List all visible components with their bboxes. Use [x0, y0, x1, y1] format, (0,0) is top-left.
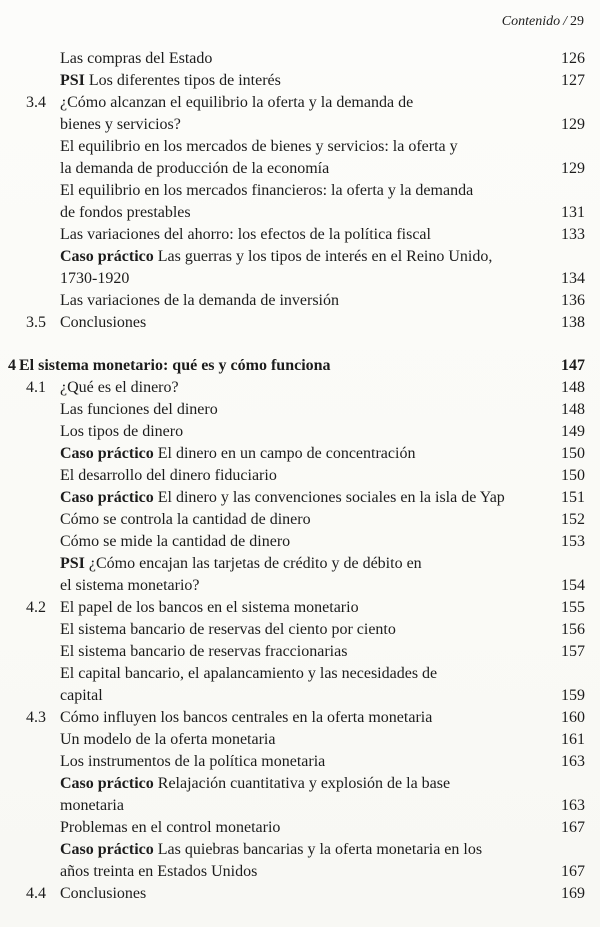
- running-head-title: Contenido: [501, 14, 561, 29]
- toc-item-text: 1730-1920: [60, 270, 130, 287]
- toc-row: [8, 421, 585, 443]
- toc-item-text: Las variaciones de la demanda de inversión: [60, 292, 339, 309]
- toc-row: [8, 685, 585, 707]
- toc-item-text: PSI Los diferentes tipos de interés: [60, 72, 281, 89]
- toc-page-number: 148: [561, 401, 585, 418]
- toc-row: [8, 883, 585, 905]
- toc-item-text: El sistema monetario: qué es y cómo funciona: [19, 357, 331, 374]
- toc-page-number: 129: [561, 160, 585, 177]
- toc-item-text: años treinta en Estados Unidos: [60, 863, 258, 880]
- toc-page-number: 127: [561, 72, 585, 89]
- toc-page-number: 126: [561, 50, 585, 67]
- toc-item-bold-prefix: Caso práctico: [60, 775, 154, 792]
- toc-page-number: 157: [561, 643, 585, 660]
- toc-page-number: 133: [561, 226, 585, 243]
- toc-item-text: bienes y servicios?: [60, 116, 181, 133]
- toc-row: [8, 92, 585, 114]
- toc-item-text: ¿Cómo alcanzan el equilibrio la oferta y la demanda de: [60, 94, 414, 111]
- toc-row: [8, 707, 585, 729]
- toc-page-number: 155: [561, 599, 585, 616]
- toc-item-text: Caso práctico El dinero en un campo de concentración: [60, 445, 416, 462]
- toc-row: [8, 663, 585, 685]
- toc-row: [8, 246, 585, 268]
- toc-row: [8, 509, 585, 531]
- toc-row: [8, 70, 585, 92]
- toc-page-number: 148: [561, 379, 585, 396]
- toc-row: [8, 641, 585, 663]
- toc-page-number: 169: [561, 885, 585, 902]
- toc-item-bold-prefix: PSI: [60, 72, 85, 89]
- toc-item-text: Caso práctico El dinero y las convenciones sociales en la isla de Yap: [60, 489, 505, 506]
- toc-page-number: 129: [561, 116, 585, 133]
- toc-item-text: Cómo se mide la cantidad de dinero: [60, 533, 291, 550]
- toc-item-text: El sistema bancario de reservas del ciento por ciento: [60, 621, 396, 638]
- toc-item-bold-prefix: Caso práctico: [60, 248, 154, 265]
- section-number: 4.2: [26, 599, 46, 616]
- toc-item-text: Los tipos de dinero: [60, 423, 184, 440]
- toc-page-number: 147: [561, 357, 585, 374]
- toc-row: [8, 575, 585, 597]
- toc-row: [8, 355, 585, 377]
- toc-item-text: el sistema monetario?: [60, 577, 200, 594]
- section-number: 4.3: [26, 709, 46, 726]
- toc-row: [8, 114, 585, 136]
- toc-item-text: Caso práctico Las guerras y los tipos de interés en el Reino Unido,: [60, 248, 493, 265]
- toc-row: [8, 399, 585, 421]
- toc-item-text: Las variaciones del ahorro: los efectos de la política fiscal: [60, 226, 431, 243]
- toc-item-text: Conclusiones: [60, 314, 147, 331]
- toc-item-text: El papel de los bancos en el sistema monetario: [60, 599, 359, 616]
- section-number: 3.5: [26, 314, 46, 331]
- toc-page-number: 138: [561, 314, 585, 331]
- toc-page-number: 156: [561, 621, 585, 638]
- toc-item-text: El sistema bancario de reservas fraccionarias: [60, 643, 348, 660]
- toc-row: [8, 597, 585, 619]
- toc-row: [8, 839, 585, 861]
- toc-item-text: ¿Qué es el dinero?: [60, 379, 179, 396]
- toc-page-number: 151: [561, 489, 585, 506]
- toc-row: [8, 861, 585, 883]
- toc-row: [8, 202, 585, 224]
- toc-item-text: Los instrumentos de la política monetaria: [60, 753, 326, 770]
- toc-item-text: Problemas en el control monetario: [60, 819, 281, 836]
- toc-row: [8, 795, 585, 817]
- toc-item-text: Las funciones del dinero: [60, 401, 218, 418]
- toc-page-number: 152: [561, 511, 585, 528]
- toc-page-number: 161: [561, 731, 585, 748]
- section-number: 3.4: [26, 94, 46, 111]
- toc-row: [8, 487, 585, 509]
- toc-item-bold-prefix: Caso práctico: [60, 841, 154, 858]
- toc-page-number: 163: [561, 797, 585, 814]
- toc-row: [8, 224, 585, 246]
- toc-item-bold-prefix: PSI: [60, 555, 85, 572]
- toc-page-number: 160: [561, 709, 585, 726]
- toc-item-text: la demanda de producción de la economía: [60, 160, 330, 177]
- toc-row: [8, 465, 585, 487]
- toc-item-text: El equilibrio en los mercados de bienes y servicios: la oferta y: [60, 138, 458, 155]
- toc-item-text: Cómo influyen los bancos centrales en la oferta monetaria: [60, 709, 433, 726]
- toc-page-number: 134: [561, 270, 585, 287]
- running-head-separator: /: [563, 14, 567, 29]
- toc-item-text: monetaria: [60, 797, 124, 814]
- toc-row: [8, 773, 585, 795]
- toc-item-text: El desarrollo del dinero fiduciario: [60, 467, 277, 484]
- toc-row: [8, 729, 585, 751]
- toc-row: [8, 619, 585, 641]
- toc-list: [8, 48, 585, 905]
- toc-row: [8, 751, 585, 773]
- toc-row: [8, 312, 585, 334]
- toc-row: [8, 48, 585, 70]
- toc-item-text: El equilibrio en los mercados financieros: la oferta y la demanda: [60, 182, 474, 199]
- toc-page-number: 154: [561, 577, 585, 594]
- toc-page-number: 159: [561, 687, 585, 704]
- toc-page-number: 167: [561, 819, 585, 836]
- toc-row: [8, 158, 585, 180]
- toc-row: [8, 180, 585, 202]
- toc-item-text: PSI ¿Cómo encajan las tarjetas de crédito y de débito en: [60, 555, 422, 572]
- toc-page-number: 150: [561, 445, 585, 462]
- toc-item-text: Un modelo de la oferta monetaria: [60, 731, 276, 748]
- toc-item-text: Caso práctico Las quiebras bancarias y la oferta monetaria en los: [60, 841, 483, 858]
- toc-row: [8, 290, 585, 312]
- toc-row: [8, 817, 585, 839]
- toc-item-text: El capital bancario, el apalancamiento y las necesidades de: [60, 665, 438, 682]
- toc-row: [8, 377, 585, 399]
- toc-row: [8, 268, 585, 290]
- toc-row: [8, 443, 585, 465]
- toc-page-number: 136: [561, 292, 585, 309]
- toc-item-text: Las compras del Estado: [60, 50, 213, 67]
- toc-item-text: capital: [60, 687, 103, 704]
- toc-item-text: Cómo se controla la cantidad de dinero: [60, 511, 311, 528]
- toc-row: [8, 531, 585, 553]
- toc-item-bold-prefix: Caso práctico: [60, 489, 154, 506]
- toc-page-number: 131: [561, 204, 585, 221]
- toc-row: [8, 136, 585, 158]
- toc-row: [8, 553, 585, 575]
- toc-page-number: 149: [561, 423, 585, 440]
- toc-page-number: 167: [561, 863, 585, 880]
- running-head-page-number: 29: [570, 14, 584, 29]
- toc-page-number: 153: [561, 533, 585, 550]
- toc-page-number: 150: [561, 467, 585, 484]
- chapter-number: 4: [8, 357, 16, 374]
- toc-page-number: 163: [561, 753, 585, 770]
- toc-item-text: Caso práctico Relajación cuantitativa y explosión de la base: [60, 775, 451, 792]
- toc-item-text: de fondos prestables: [60, 204, 191, 221]
- toc-item-text: Conclusiones: [60, 885, 147, 902]
- toc-gap: [8, 334, 585, 355]
- toc-item-bold-prefix: Caso práctico: [60, 445, 154, 462]
- section-number: 4.4: [26, 885, 46, 902]
- section-number: 4.1: [26, 379, 46, 396]
- running-head: [502, 13, 584, 31]
